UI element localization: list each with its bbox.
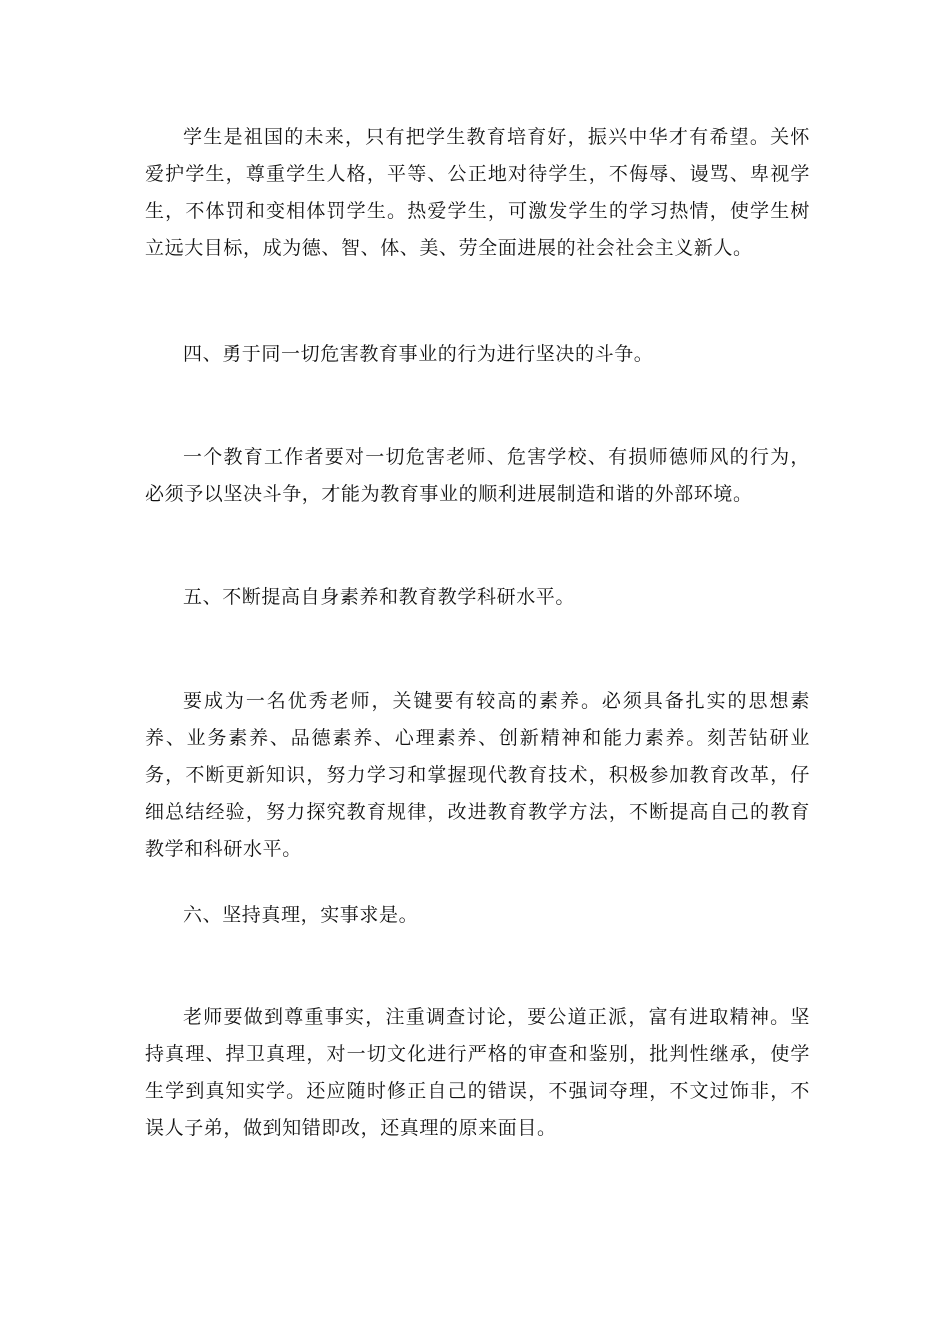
body-paragraph: 一个教育工作者要对一切危害老师、危害学校、有损师德师风的行为，必须予以坚决斗争，才能为教育事业的顺利进展制造和谐的外部环境。 (145, 446, 810, 505)
body-paragraph: 要成为一名优秀老师，关键要有较高的素养。必须具备扎实的思想素养、业务素养、品德素养、心理素养、创新精神和能力素养。刻苦钻研业务，不断更新知识，努力学习和掌握现代教育技术，积极参加教育改革，仔细总结经验，努力探究教育规律，改进教育教学方法，不断提高自己的教育教学和科研水平。 (145, 690, 810, 860)
section-heading: 四、勇于同一切危害教育事业的行为进行坚决的斗争。 (183, 343, 654, 365)
body-paragraph: 老师要做到尊重事实，注重调查讨论，要公道正派，富有进取精神。坚持真理、捍卫真理，对一切文化进行严格的审查和鉴别，批判性继承，使学生学到真知实学。还应随时修正自己的错误，不强词夺理，不文过饰非，不误人子弟，做到知错即改，还真理的原来面目。 (145, 1006, 810, 1139)
section-heading: 五、不断提高自身素养和教育教学科研水平。 (183, 586, 576, 608)
body-paragraph: 学生是祖国的未来，只有把学生教育培育好，振兴中华才有希望。关怀爱护学生，尊重学生人格，平等、公正地对待学生，不侮辱、谩骂、卑视学生，不体罚和变相体罚学生。热爱学生，可激发学生的学习热情，使学生树立远大目标，成为德、智、体、美、劳全面进展的社会社会主义新人。 (145, 126, 810, 259)
section-heading: 六、坚持真理，实事求是。 (183, 904, 419, 926)
